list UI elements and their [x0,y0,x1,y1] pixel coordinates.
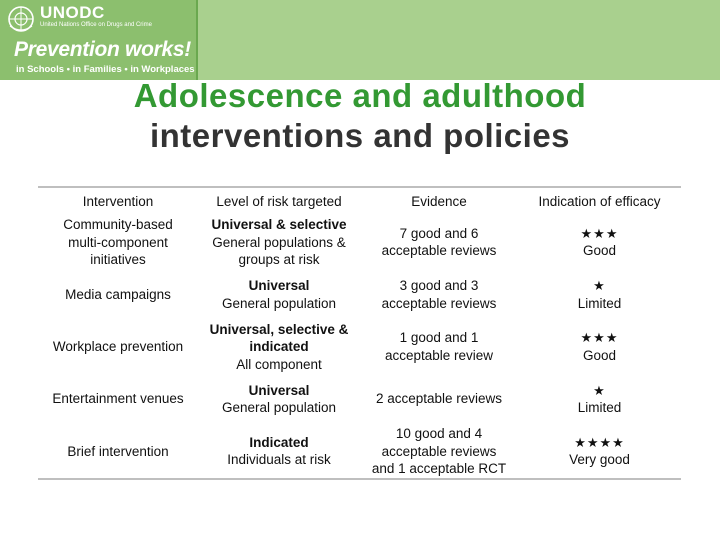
evidence-text: and 1 acceptable RCT [371,461,507,476]
risk-level: Indicated [249,434,309,450]
efficacy-label: Very good [569,452,630,468]
header-banner [0,0,720,80]
column-header-efficacy: Indication of efficacy [518,187,681,216]
campaign-tagline: in Schools • in Families • in Workplaces [16,64,195,75]
risk-detail: groups at risk [238,252,320,267]
intervention-cell [38,216,198,269]
column-header-risk-level: Level of risk targeted [198,187,360,216]
evidence-cell [360,321,518,374]
risk-detail: Individuals at risk [227,452,331,468]
intervention-name: Workplace prevention [52,339,184,354]
risk-level-cell [198,321,360,374]
evidence-cell [360,425,518,479]
star-rating-icon: ★ [593,278,606,293]
interventions-table [38,186,681,480]
intervention-cell [38,269,198,321]
star-rating-icon: ★★★★ [574,434,625,450]
evidence-cell [360,373,518,425]
efficacy-cell [518,216,681,269]
evidence-text: 10 good and 4 [395,426,483,441]
org-name: UNODC [40,3,105,22]
efficacy-label: Good [582,243,617,259]
star-rating-icon: ★ [593,382,606,398]
risk-level: Universal, selective & indicated [209,321,349,354]
evidence-text: 3 good and 3 [399,278,479,293]
star-rating-icon: ★★★ [580,330,619,346]
risk-level: Universal & selective [211,217,347,232]
page-title-line-1: Adolescence and adulthood [133,77,587,114]
campaign-title: Prevention works! [14,38,191,61]
evidence-cell [360,216,518,269]
page-title-line-2: interventions and policies [149,117,571,154]
evidence-text: acceptable reviews [381,443,497,459]
intervention-name: Media campaigns [65,286,171,302]
star-rating-icon: ★★★ [580,225,619,241]
unodc-logo-block [0,0,198,80]
intervention-name: multi-component [68,234,168,250]
intervention-cell [38,425,198,479]
risk-level-cell [198,216,360,269]
table-row [38,321,681,374]
risk-detail: General population [221,295,337,311]
efficacy-cell [518,269,681,321]
evidence-text: 1 good and 1 [399,330,479,346]
risk-level: Universal [248,382,310,398]
evidence-text: acceptable reviews [381,243,497,259]
risk-level: Universal [248,278,310,293]
risk-detail: General population [221,400,337,415]
column-header-intervention: Intervention [38,187,198,216]
intervention-cell [38,321,198,374]
table-row [38,373,681,425]
un-emblem-icon [6,4,36,34]
table-header-row [38,187,681,216]
risk-detail: All component [236,356,322,372]
efficacy-label: Limited [577,295,622,311]
table-row [38,269,681,321]
intervention-name: Community-based [63,217,173,232]
efficacy-cell [518,321,681,374]
intervention-name: Entertainment venues [52,391,184,407]
table-row [38,425,681,479]
efficacy-cell [518,425,681,479]
column-header-evidence: Evidence [360,187,518,216]
risk-level-cell [198,373,360,425]
efficacy-cell [518,373,681,425]
evidence-text: acceptable reviews [381,295,497,311]
efficacy-label: Good [582,347,617,363]
intervention-name: Brief intervention [67,443,169,459]
table-row [38,216,681,269]
org-full-name: United Nations Office on Drugs and Crime [40,22,152,28]
evidence-text: acceptable review [384,347,494,363]
evidence-cell [360,269,518,321]
efficacy-label: Limited [577,400,622,415]
risk-level-cell [198,425,360,479]
risk-detail: General populations & [212,234,346,250]
intervention-name: initiatives [90,252,146,267]
evidence-text: 7 good and 6 [399,225,479,241]
risk-level-cell [198,269,360,321]
page-title [0,76,720,156]
evidence-text: 2 acceptable reviews [375,391,503,407]
intervention-cell [38,373,198,425]
